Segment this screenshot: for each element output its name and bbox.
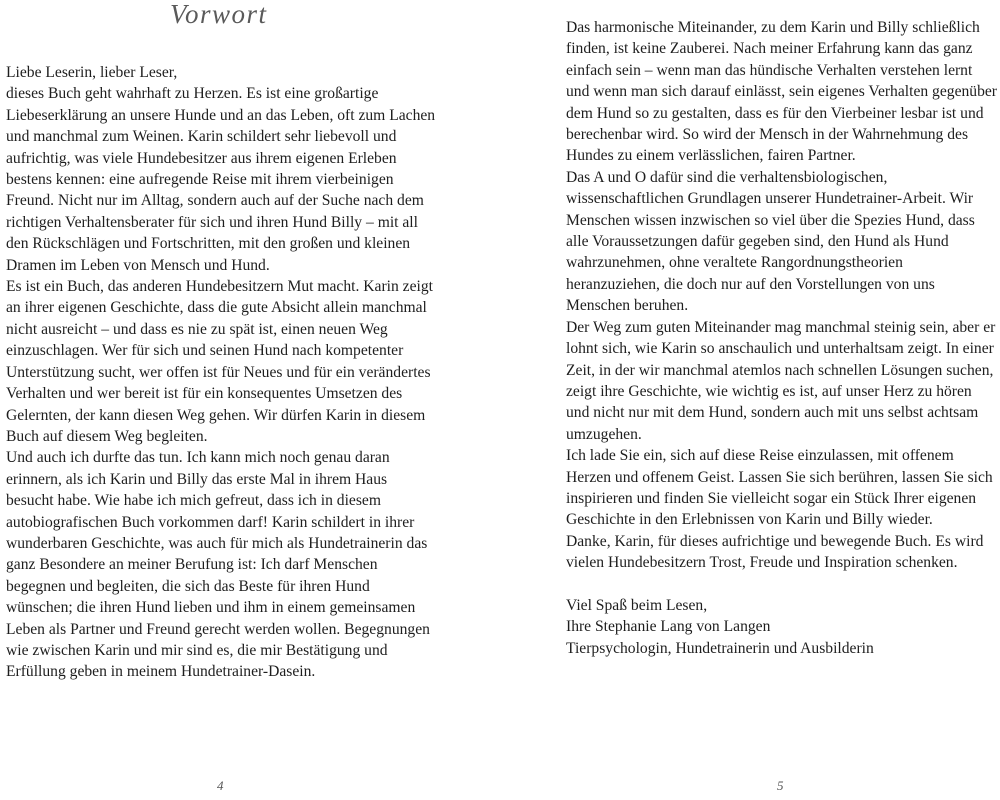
- closing-line: Viel Spaß beim Lesen,: [566, 596, 708, 614]
- author-title: Tierpsychologin, Hundetrainerin und Ausbilderin: [566, 639, 874, 657]
- paragraph: Und auch ich durfte das tun. Ich kann mich noch genau daran erinnern, als ich Karin und Billy das erste Mal in ihrem Haus besucht habe. Wie habe ich mich gefreut, dass ich in diesem autobiografischen Buch vorkommen darf! Karin schildert in ihrer wunderbaren Geschichte, was auch für mich als Hundetrainerin das ganz Besondere an meiner Berufung ist: Ich darf Menschen begegnen und begleiten, die sich das Beste für ihren Hund wünschen; die ihren Hund lieben und ihm in einem gemeinsamen Leben als Partner und Freund gerecht werden wollen. Begegnungen wie zwischen Karin und mir sind es, die mir Bestätigung und Erfüllung geben in meinem Hundetrainer-Dasein.: [6, 449, 430, 681]
- author-name: Ihre Stephanie Lang von Langen: [566, 618, 771, 636]
- left-page-body: [6, 62, 438, 683]
- paragraph: Ich lade Sie ein, sich auf diese Reise einzulassen, mit offenem Herzen und offenem Geist. Lassen Sie sich berühren, lassen Sie sich inspirieren und finden Sie vielleicht sogar ein Stück Ihrer eigenen Geschichte in den Erlebnissen von Karin und Billy wieder.: [566, 447, 993, 529]
- page-number: 4: [217, 778, 224, 793]
- right-page-body: [566, 17, 998, 659]
- signature-block: [566, 595, 998, 659]
- paragraph: Danke, Karin, für dieses aufrichtige und bewegende Buch. Es wird vielen Hundebesitzern Trost, Freude und Inspiration schenken.: [566, 532, 984, 572]
- salutation: Liebe Leserin, lieber Leser,: [6, 64, 178, 81]
- paragraph: Das harmonische Miteinander, zu dem Karin und Billy schließlich finden, ist keine Zauberei. Nach meiner Erfahrung kann das ganz einfach sein – wenn man das hündische Verhalten verstehen lernt und wenn man sich darauf einlässt, sein eigenes Verhalten gegenüber dem Hund so zu gestalten, dass es für den Vierbeiner lesbar ist und berechenbar wird. So wird der Mensch in der Wahrnehmung des Hundes zu einem verlässlichen, fairen Partner.: [566, 19, 997, 165]
- paragraph: Es ist ein Buch, das anderen Hundebesitzern Mut macht. Karin zeigt an ihrer eigenen Geschichte, dass die gute Absicht allein manchmal nicht ausreicht – und dass es nie zu spät ist, einen neuen Weg einzuschlagen. Wer für sich und seinen Hund nach kompetenter Unterstützung sucht, wer offen ist für Neues und für ein verändertes Verhalten und wer bereit ist für ein konsequentes Umsetzen des Gelernten, der kann diesen Weg gehen. Wir dürfen Karin in diesem Buch auf diesem Weg begleiten.: [6, 278, 433, 445]
- chapter-title: Vorwort: [170, 0, 268, 29]
- paragraph: Das A und O dafür sind die verhaltensbiologischen, wissenschaftlichen Grundlagen unserer Hundetrainer-Arbeit. Wir Menschen wissen inzwischen so viel über die Spezies Hund, dass alle Voraussetzungen dafür gegeben sind, den Hund als Hund wahrzunehmen, ohne veraltete Rangordnungstheorien heranzuziehen, die doch nur auf den Vorstellungen von uns Menschen beruhen.: [566, 168, 975, 315]
- page-number: 5: [777, 778, 784, 793]
- right-page: [500, 0, 1000, 800]
- paragraph-spacer: [566, 574, 998, 595]
- paragraph: dieses Buch geht wahrhaft zu Herzen. Es ist eine großartige Liebeserklärung an unsere Hunde und an das Leben, oft zum Lachen und manchmal zum Weinen. Karin schildert sehr liebevoll und aufrichtig, was viele Hundebesitzer aus ihrem eigenen Erleben bestens kennen: eine aufregende Reise mit ihrem vierbeinigen Freund. Nicht nur im Alltag, sondern auch auf der Suche nach dem richtigen Verhaltensberater für sich und ihren Hund Billy – mit all den Rückschlägen und Fortschritten, mit den großen und kleinen Dramen im Leben von Mensch und Hund.: [6, 85, 436, 274]
- paragraph: Der Weg zum guten Miteinander mag manchmal steinig sein, aber er lohnt sich, wie Karin so anschaulich und unterhaltsam zeigt. In einer Zeit, in der wir manchmal atemlos nach schnellen Lösungen suchen, zeigt ihre Geschichte, wie wichtig es ist, auf unser Herz zu hören und nicht nur mit dem Hund, sondern auch mit uns selbst achtsam umzugehen.: [566, 318, 996, 443]
